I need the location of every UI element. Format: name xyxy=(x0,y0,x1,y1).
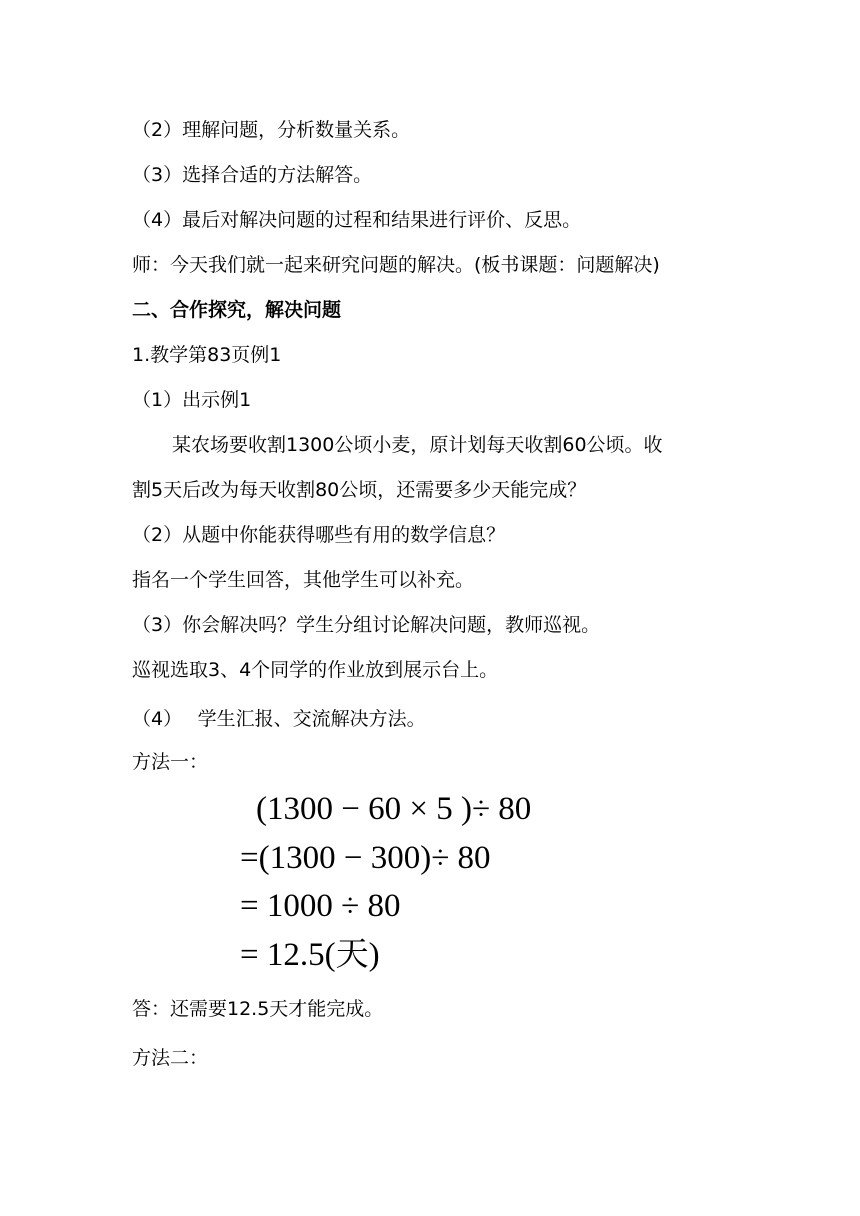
sub-4-text: （4） 学生汇报、交流解决方法。 xyxy=(132,708,426,730)
math-step-3: = 1000 ÷ 80 xyxy=(240,888,401,924)
step-4-text: （4）最后对解决问题的过程和结果进行评价、反思。 xyxy=(132,209,582,231)
math-step-1: (1300 − 60 × 5 )÷ 80 xyxy=(256,791,532,827)
problem-line-2: 割5天后改为每天收割80公顷，还需要多少天能完成？ xyxy=(132,479,587,501)
sub-2-text: （2）从题中你能获得哪些有用的数学信息？ xyxy=(132,524,506,546)
method-2-label: 方法二： xyxy=(132,1047,209,1069)
math-step-4: = 12.5(天) xyxy=(240,937,380,973)
sub-2-note: 指名一个学生回答，其他学生可以补充。 xyxy=(132,569,475,591)
answer-text: 答：还需要12.5天才能完成。 xyxy=(132,998,384,1020)
teacher-statement: 师：今天我们就一起来研究问题的解决。(板书课题：问题解决) xyxy=(132,254,660,276)
method-1-label: 方法一： xyxy=(132,751,209,773)
item-1-heading: 1.教学第83页例1 xyxy=(132,344,282,366)
sub-1-text: （1）出示例1 xyxy=(132,389,252,411)
problem-line-1: 某农场要收割1300公顷小麦，原计划每天收割60公顷。收 xyxy=(172,434,663,456)
math-step-2: =(1300 − 300)÷ 80 xyxy=(240,840,491,876)
section-heading: 二、合作探究，解决问题 xyxy=(132,299,342,321)
sub-3-text: （3）你会解决吗？学生分组讨论解决问题，教师巡视。 xyxy=(132,614,601,636)
sub-3-note: 巡视选取3、4个同学的作业放到展示台上。 xyxy=(132,659,499,681)
step-2-text: （2）理解问题，分析数量关系。 xyxy=(132,119,411,141)
step-3-text: （3）选择合适的方法解答。 xyxy=(132,164,373,186)
